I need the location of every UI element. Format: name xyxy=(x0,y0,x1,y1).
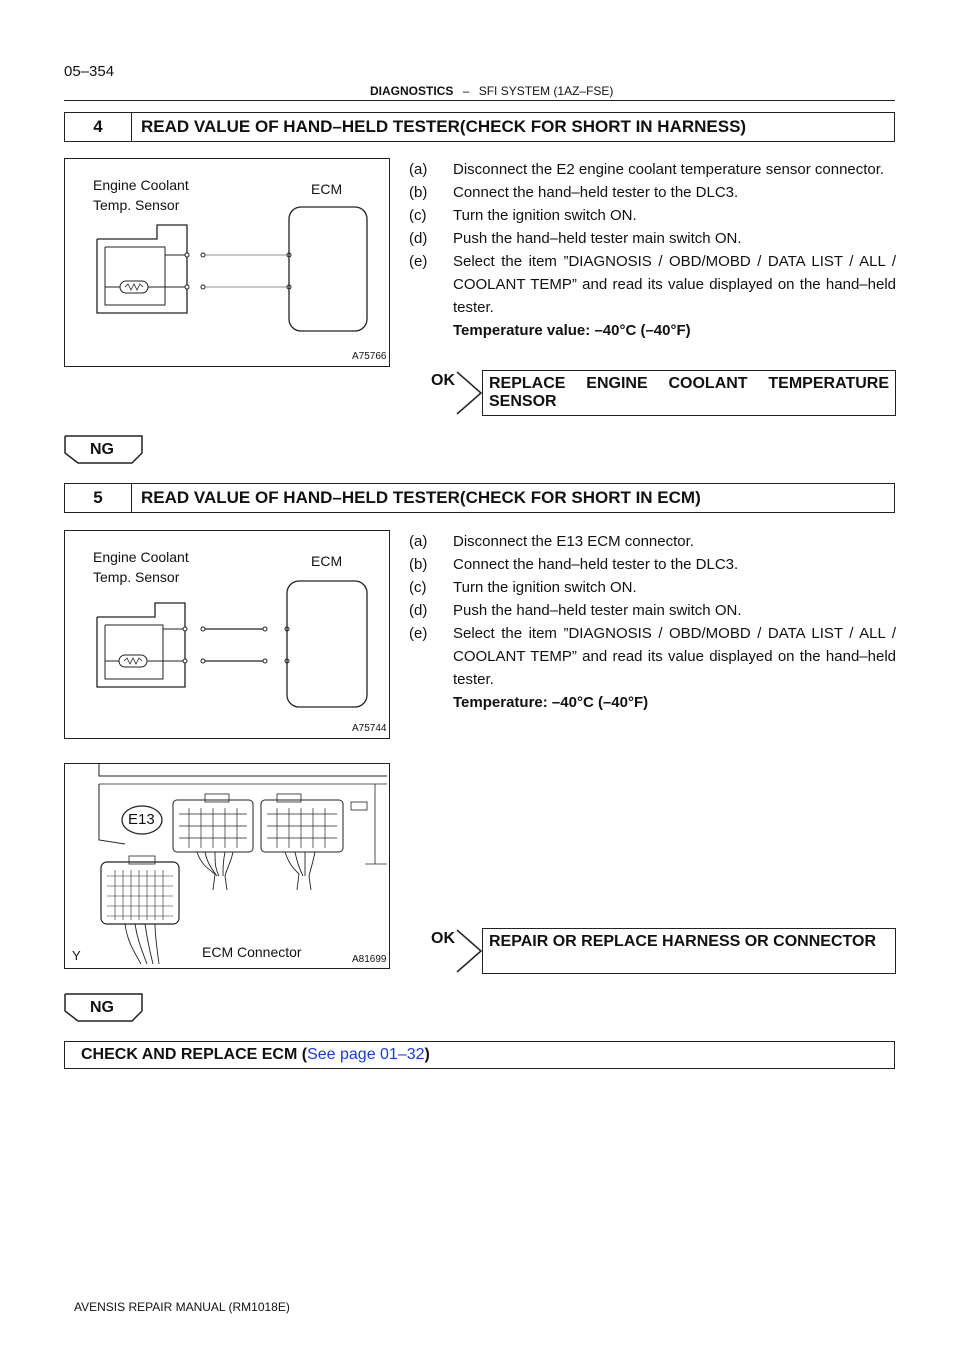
sensor-label-line-1: Engine Coolant xyxy=(93,549,189,565)
step-4-instructions xyxy=(409,158,896,342)
step-5-number: 5 xyxy=(65,484,132,512)
page-number: 05–354 xyxy=(64,63,115,80)
step-4-ok-result xyxy=(409,368,896,416)
running-header xyxy=(370,84,613,98)
ok-chevron-icon xyxy=(455,928,485,974)
final-action-close: ) xyxy=(424,1046,430,1063)
header-section: DIAGNOSTICS xyxy=(370,84,454,98)
figure-code: A75766 xyxy=(352,351,387,362)
step-4-ok-action: REPLACE ENGINE COOLANT TEMPERATURE SENSOR xyxy=(482,370,896,416)
instruction-item: (d) Push the hand–held tester main switch ON. xyxy=(409,230,742,247)
step-5-title: READ VALUE OF HAND–HELD TESTER(CHECK FOR SHORT IN ECM) xyxy=(141,488,701,507)
step-4-heading xyxy=(64,112,895,142)
step-5-ng xyxy=(64,993,144,1023)
instruction-item: (e) Select the item ”DIAGNOSIS / OBD/MOBD / DATA LIST / ALL / COOLANT TEMP” and read its value displayed on the hand–held tester. xyxy=(409,625,896,688)
manual-footer: AVENSIS REPAIR MANUAL (RM1018E) xyxy=(74,1300,290,1314)
figure-corner-mark: Y xyxy=(72,948,81,963)
instruction-item: (c) Turn the ignition switch ON. xyxy=(409,579,637,596)
instruction-item: (b) Connect the hand–held tester to the DLC3. xyxy=(409,184,739,201)
figure-code: A81699 xyxy=(352,954,387,965)
step-4-number: 4 xyxy=(65,113,132,141)
step-4-title: READ VALUE OF HAND–HELD TESTER(CHECK FOR SHORT IN HARNESS) xyxy=(141,117,747,136)
instruction-item: (a) Disconnect the E13 ECM connector. xyxy=(409,533,694,550)
ng-label: NG xyxy=(90,441,114,458)
final-action-box xyxy=(64,1041,895,1069)
step-5-wiring-figure xyxy=(64,530,390,739)
see-page-link[interactable]: See page 01–32 xyxy=(307,1046,425,1063)
header-subsection: SFI SYSTEM (1AZ–FSE) xyxy=(478,84,614,98)
ok-label: OK xyxy=(431,930,455,947)
ecm-connector-drawing-icon xyxy=(65,764,388,967)
ecm-label: ECM xyxy=(311,553,343,569)
sensor-label-line-2: Temp. Sensor xyxy=(93,197,180,213)
instruction-item: (b) Connect the hand–held tester to the DLC3. xyxy=(409,556,739,573)
ok-chevron-icon xyxy=(455,370,485,416)
instruction-item: (e) Select the item ”DIAGNOSIS / OBD/MOBD / DATA LIST / ALL / COOLANT TEMP” and read its value displayed on the hand–held tester. xyxy=(409,253,896,316)
instruction-item: (a) Disconnect the E2 engine coolant temperature sensor connector. xyxy=(409,161,885,178)
e13-label: E13 xyxy=(128,811,155,828)
instruction-item: (c) Turn the ignition switch ON. xyxy=(409,207,637,224)
step-5-ok-result xyxy=(409,926,896,974)
header-rule xyxy=(64,100,895,101)
ng-label: NG xyxy=(90,999,114,1016)
ecm-label: ECM xyxy=(311,181,343,197)
spec-value: Temperature value: –40°C (–40°F) xyxy=(453,322,691,339)
step-5-ok-action: REPAIR OR REPLACE HARNESS OR CONNECTOR xyxy=(482,928,896,974)
header-dash: – xyxy=(462,84,470,98)
ok-label: OK xyxy=(431,372,455,389)
ecm-connector-caption: ECM Connector xyxy=(202,944,302,960)
final-action-text: CHECK AND REPLACE ECM ( xyxy=(81,1046,308,1063)
step-5-heading xyxy=(64,483,895,513)
spec-value: Temperature: –40°C (–40°F) xyxy=(453,694,649,711)
ecm-connector-figure xyxy=(64,763,390,969)
step-5-instructions xyxy=(409,530,896,714)
sensor-label-line-1: Engine Coolant xyxy=(93,177,189,193)
step-4-wiring-figure xyxy=(64,158,390,367)
step-4-ng xyxy=(64,435,144,465)
sensor-label-line-2: Temp. Sensor xyxy=(93,569,180,585)
instruction-item: (d) Push the hand–held tester main switch ON. xyxy=(409,602,742,619)
figure-code: A75744 xyxy=(352,723,387,734)
